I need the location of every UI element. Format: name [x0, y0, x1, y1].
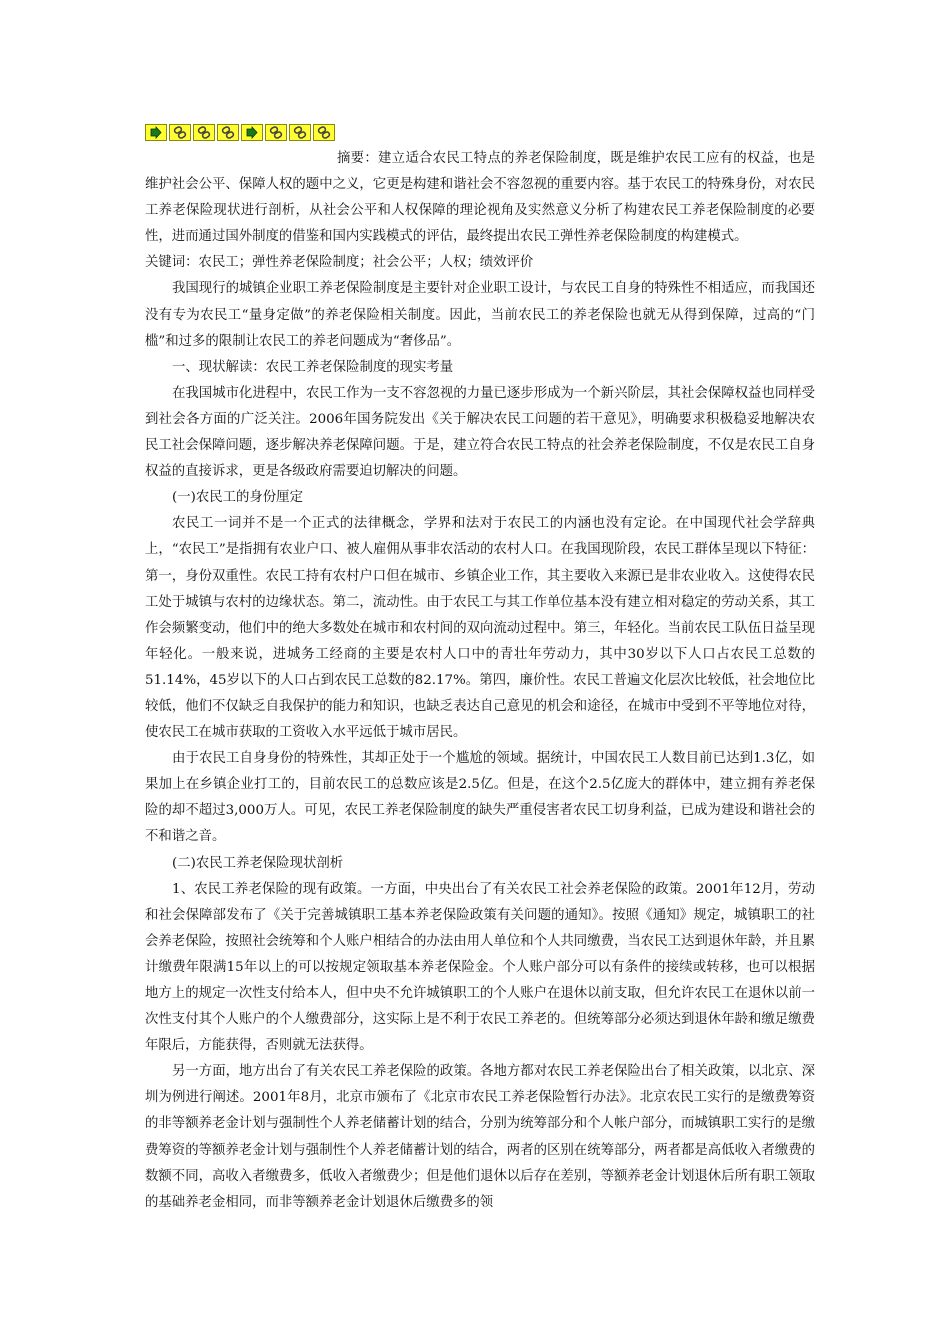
link-icon[interactable]: [265, 124, 287, 141]
paragraph: 由于农民工自身身份的特殊性，其却正处于一个尴尬的领域。据统计，中国农民工人数目前已达到1.3亿，如果加上在乡镇企业打工的，目前农民工的总数应该是2.5亿。但是，在这个2.5亿庞大的群体中，建立拥有养老保险的却不超过3,000万人。可见，农民工养老保险制度的缺失严重侵害者农民工切身利益，已成为建设和谐社会的不和谐之音。: [145, 751, 815, 845]
toolbar-icon-strip: [145, 124, 337, 141]
link-icon[interactable]: [193, 124, 215, 141]
link-icon[interactable]: [217, 124, 239, 141]
intro-paragraph: 我国现行的城镇企业职工养老保险制度是主要针对企业职工设计，与农民工自身的特殊性不相适应，而我国还没有专为农民工“量身定做”的养老保险相关制度。因此，当前农民工的养老保险也就无从得到保障，过高的“门槛”和过多的限制让农民工的养老问题成为“奢侈品”。: [145, 281, 815, 349]
paragraph: 1、农民工养老保险的现有政策。一方面，中央出台了有关农民工社会养老保险的政策。2001年12月，劳动和社会保障部发布了《关于完善城镇职工基本养老保险政策有关问题的通知》。按照《通知》规定，城镇职工的社会养老保险，按照社会统筹和个人账户相结合的办法由用人单位和个人共同缴费，当农民工达到退休年龄，并且累计缴费年限满15年以上的可以按规定领取基本养老保险金。个人账户部分可以有条件的接续或转移，也可以根据地方上的规定一次性支付给本人，但中央不允许城镇职工的个人账户在退休以前支取，但允许农民工在退休以前一次性支付其个人账户的个人缴费部分，这实际上是不利于农民工养老的。但统筹部分必须达到退休年龄和缴足缴费年限后，方能获得，否则就无法获得。: [145, 881, 815, 1054]
link-icon[interactable]: [289, 124, 311, 141]
subsection-heading: (一)农民工的身份厘定: [172, 490, 303, 506]
paragraph: 农民工一词并不是一个正式的法律概念，学界和法对于农民工的内涵也没有定论。在中国现代社会学辞典上，“农民工”是指拥有农业户口、被人雇佣从事非农活动的农村人口。在我国现阶段，农民工群体呈现以下特征：第一，身份双重性。农民工持有农村户口但在城市、乡镇企业工作，其主要收入来源已是非农业收入。这使得农民工处于城镇与农村的边缘状态。第二，流动性。由于农民工与其工作单位基本没有建立相对稳定的劳动关系，其工作会频繁变动，他们中的绝大多数处在城市和农村间的双向流动过程中。第三，年轻化。当前农民工队伍日益呈现年轻化。一般来说，进城务工经商的主要是农村人口中的青壮年劳动力，其中30岁以下人口占农民工总数的51.14%，45岁以下的人口占到农民工总数的82.17%。第四，廉价性。农民工普遍文化层次比较低，社会地位比较低，他们不仅缺乏自我保护的能力和知识，也缺乏表达自己意见的机会和途径，在城市中受到不平等地位对待，使农民工在城市获取的工资收入水平远低于城市居民。: [145, 516, 815, 741]
paragraph: 在我国城市化进程中，农民工作为一支不容忽视的力量已逐步形成为一个新兴阶层，其社会保障权益也同样受到社会各方面的广泛关注。2006年国务院发出《关于解决农民工问题的若干意见》，明确要求积极稳妥地解决农民工社会保障问题，逐步解决养老保障问题。于是，建立符合农民工特点的社会养老保险制度，不仅是农民工自身权益的直接诉求，更是各级政府需要迫切解决的问题。: [145, 385, 815, 480]
link-icon[interactable]: [313, 124, 335, 141]
subsection-heading: (二)农民工养老保险现状剖析: [172, 855, 344, 871]
keywords: 关键词：农民工；弹性养老保险制度；社会公平；人权；绩效评价: [145, 255, 534, 271]
section-heading: 一、现状解读：农民工养老保险制度的现实考量: [172, 359, 454, 375]
link-icon[interactable]: [169, 124, 191, 141]
arrow-right-icon[interactable]: [241, 124, 263, 141]
abstract: 摘要：建立适合农民工特点的养老保险制度，既是维护农民工应有的权益，也是维护社会公平、保障人权的题中之义，它更是构建和谐社会不容忽视的重要内容。基于农民工的特殊身份，对农民工养老保险现状进行剖析，从社会公平和人权保障的理论视角及实然意义分析了构建农民工养老保险制度的必要性，进而通过国外制度的借鉴和国内实践模式的评估，最终提出农民工弹性养老保险制度的构建模式。: [145, 151, 815, 245]
paragraph: 另一方面，地方出台了有关农民工养老保险的政策。各地方都对农民工养老保险出台了相关政策，以北京、深圳为例进行阐述。2001年8月，北京市颁布了《北京市农民工养老保险暂行办法》。北京农民工实行的是缴费筹资的非等额养老金计划与强制性个人养老储蓄计划的结合，分别为统筹部分和个人帐户部分，而城镇职工实行的是缴费筹资的等额养老金计划与强制性个人养老储蓄计划的结合，两者的区别在统筹部分，两者都是高低收入者缴费的数额不同，高收入者缴费多，低收入者缴费少；但是他们退休以后存在差别，等额养老金计划退休后所有职工领取的基础养老金相同，而非等额养老金计划退休后缴费多的领: [145, 1064, 815, 1210]
arrow-right-icon[interactable]: [145, 124, 167, 141]
document-body: [145, 146, 815, 1216]
